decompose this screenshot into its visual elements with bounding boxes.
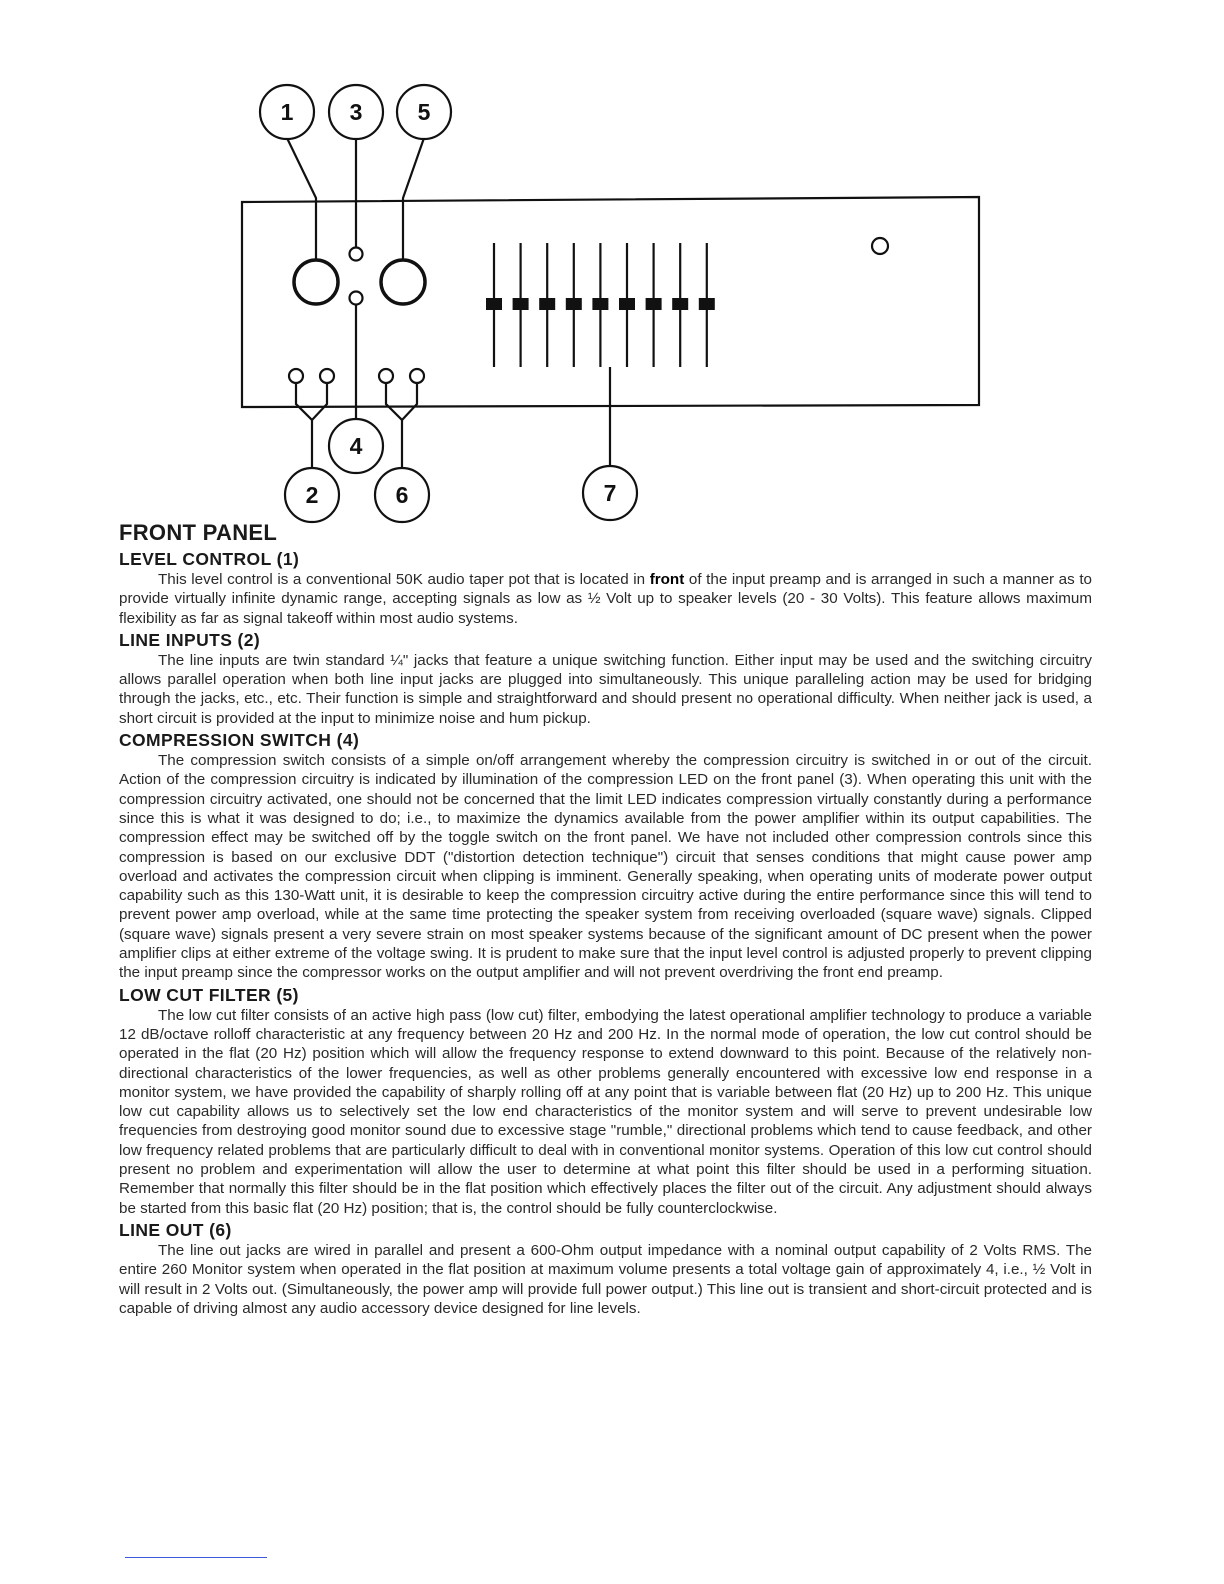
svg-text:4: 4 bbox=[349, 433, 363, 459]
fader-cap bbox=[672, 298, 688, 310]
svg-text:1: 1 bbox=[280, 99, 294, 125]
line-out-heading: LINE OUT (6) bbox=[119, 1219, 232, 1240]
power-indicator bbox=[872, 238, 888, 254]
level-control-text: This level control is a conventional 50K audio taper pot that is located in front of the input preamp and is arranged in such a manner as to provide virtually infinite dynamic range, accepting signals as low as ½ Volt up to speaker levels (20 - 30 Volts). This feature allows maximum flexibility as far as signal takeoff within most audio systems. bbox=[119, 571, 1092, 627]
callout-5 bbox=[397, 85, 451, 139]
compression-led bbox=[350, 248, 363, 261]
callout-4 bbox=[329, 419, 383, 473]
low-cut-filter-text: The low cut filter consists of an active high pass (low cut) filter, embodying the latest operational amplifier technology to produce a variable 12 dB/octave rolloff characteristic at any frequency between 20 Hz and 200 Hz. In the normal mode of operation, the low cut control should be operated in the flat (20 Hz) position which will allow the frequency response to extend downward to this point. Because of the relatively non-directional characteristics of the lower frequencies, as well as other problems generally encountered with excessive low end response in a monitor system, we have provided the capability of sharply rolling off at any point that is variable between flat (20 Hz) up to 200 Hz. This unique low cut capability allows us to selectively set the low end characteristics of the monitor system and will serve to prevent undesirable low frequencies from destroying good monitor sound due to excessive stage "rumble," directional problems which tend to cause feedback, and other low frequency related problems that are particularly difficult to deal with in conventional monitor systems. Operation of this low cut control should present no problem and experimentation will allow the user to determine at what point this filter should be used in a performing situation. Remember that normally this filter should be in the flat position which effectively places the filter out of the circuit. Any adjustment should always be started from this basic flat (20 Hz) position; that is, the control should be fully counterclockwise. bbox=[119, 1006, 1092, 1217]
front-panel-section bbox=[119, 520, 1092, 1319]
fader-cap bbox=[699, 298, 715, 310]
callout-6 bbox=[375, 468, 429, 522]
level-control-heading: LEVEL CONTROL (1) bbox=[119, 549, 300, 569]
svg-text:2: 2 bbox=[305, 482, 319, 508]
compression-switch-heading: COMPRESSION SWITCH (4) bbox=[119, 730, 360, 751]
line-inputs-heading: LINE INPUTS (2) bbox=[119, 629, 261, 650]
fader-cap bbox=[646, 298, 662, 310]
line-out-jack bbox=[379, 369, 393, 383]
callout-3 bbox=[329, 85, 383, 139]
fader-cap bbox=[513, 298, 529, 310]
callout-2 bbox=[285, 468, 339, 522]
line-input-jack bbox=[289, 369, 303, 383]
svg-text:5: 5 bbox=[417, 99, 431, 125]
line-out-jack bbox=[410, 369, 424, 383]
low-cut-knob bbox=[381, 260, 425, 304]
level-control-knob bbox=[294, 260, 338, 304]
front-panel-diagram bbox=[0, 0, 1224, 530]
fader-cap bbox=[486, 298, 502, 310]
callout-1 bbox=[260, 85, 314, 139]
svg-text:7: 7 bbox=[603, 480, 617, 506]
line-input-jack bbox=[320, 369, 334, 383]
fader-cap bbox=[592, 298, 608, 310]
page-title: FRONT PANEL bbox=[119, 520, 278, 545]
fader-cap bbox=[566, 298, 582, 310]
compression-switch-text: The compression switch consists of a simple on/off arrangement whereby the compression circuitry is switched in or out of the circuit. Action of the compression circuitry is indicated by illumination of the compression LED on the front panel (3). When operating this unit with the compression circuitry activated, one should not be concerned that the limit LED indicates compression virtually constantly during a performance since this is what it was designed to do; i.e., to maximize the dynamics available from the power amplifier within its output capabilities. The compression effect may be switched off by the toggle switch on the front panel. We have not included other compression controls since this compression is based on our exclusive DDT ("distortion detection technique") circuit that senses conditions that might cause power amp overload and activates the compression circuit when clipping is imminent. Generally speaking, when operating units of moderate power output capability such as this 130-Watt unit, it is desirable to keep the compression circuitry active during the entire performance since this will tend to prevent power amp overload, while at the same time protecting the speaker system from receiving overloaded (square wave) signals. Clipped (square wave) signals present a very severe strain on most speaker systems because of the significant amount of DC present when the power amplifier clips at either extreme of the voltage swing. It is prudent to make sure that the input level control is adjusted properly to prevent clipping the input preamp since the compressor works on the output amplifier and will not prevent overdriving the front end preamp. bbox=[119, 752, 1092, 982]
compression-switch bbox=[350, 292, 363, 305]
fader-cap bbox=[539, 298, 555, 310]
svg-text:6: 6 bbox=[395, 482, 409, 508]
fader-cap bbox=[619, 298, 635, 310]
low-cut-filter-heading: LOW CUT FILTER (5) bbox=[119, 984, 299, 1005]
callout-7 bbox=[583, 466, 637, 520]
footer-rule bbox=[125, 1557, 267, 1558]
svg-text:3: 3 bbox=[349, 99, 363, 125]
line-inputs-text: The line inputs are twin standard ¼" jacks that feature a unique switching function. Either input may be used and the switching circuitry allows parallel operation when both line input jacks are plugged into simultaneously. This unique paralleling action may be used for bridging through the jacks, etc., etc. Their function is simple and straightforward and should present no operational difficulty. When neither jack is used, a short circuit is provided at the input to minimize noise and hum pickup. bbox=[119, 651, 1092, 727]
graphic-eq-faders bbox=[486, 243, 715, 367]
line-out-text: The line out jacks are wired in parallel and present a 600-Ohm output impedance with a nominal output capability of 2 Volts RMS. The entire 260 Monitor system when operated in the flat position at maximum volume presents a total voltage gain of approximately 4, i.e., ½ Volt in will result in 2 Volts out. (Simultaneously, the power amp will provide full power output.) This line out is transient and short-circuit protected and is capable of driving almost any audio accessory device designed for line levels. bbox=[119, 1241, 1092, 1317]
